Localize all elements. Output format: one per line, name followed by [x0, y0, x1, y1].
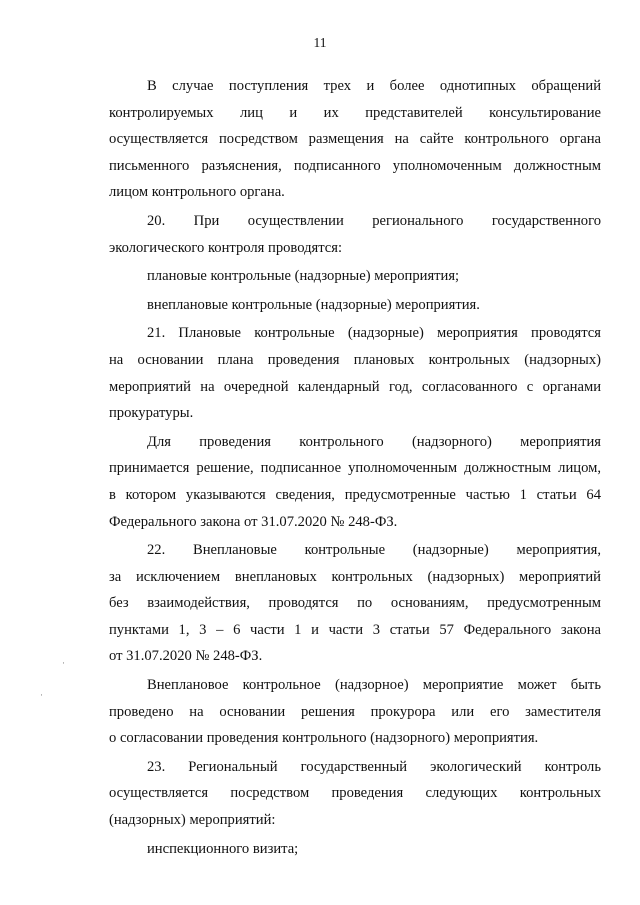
- text-line: Для проведения контрольного (надзорного) мероприятия: [147, 433, 601, 450]
- text-line: Внеплановое контрольное (надзорное) мероприятие может быть: [147, 677, 601, 694]
- text-line: 22. Внеплановые контрольные (надзорные) мероприятия,: [147, 542, 601, 559]
- paragraph: [109, 292, 601, 319]
- paragraph: [109, 208, 601, 261]
- text-line: 23. Региональный государственный экологический контроль: [147, 758, 601, 775]
- text-line: в котором указываются сведения, предусмотренные частью 1 статьи 64: [109, 486, 601, 503]
- document-body: [109, 73, 601, 862]
- text-line: прокуратуры.: [109, 405, 194, 422]
- text-line: 21. Плановые контрольные (надзорные) мероприятия проводятся: [147, 325, 601, 342]
- text-line: внеплановые контрольные (надзорные) мероприятия.: [147, 296, 480, 313]
- text-line: за исключением внеплановых контрольных (надзорных) мероприятий: [109, 568, 601, 585]
- text-line: экологического контроля проводятся:: [109, 239, 343, 256]
- text-line: 20. При осуществлении регионального государственного: [147, 212, 601, 229]
- text-line: В случае поступления трех и более однотипных обращений: [147, 78, 601, 94]
- text-line: плановые контрольные (надзорные) мероприятия;: [147, 268, 460, 285]
- text-line: осуществляется посредством размещения на сайте контрольного органа: [109, 131, 601, 148]
- paragraph: [109, 672, 601, 752]
- text-line: от 31.07.2020 № 248-ФЗ.: [109, 648, 263, 665]
- scan-speck: ·: [40, 690, 43, 700]
- text-line: на основании плана проведения плановых контрольных (надзорных): [109, 351, 601, 368]
- paragraph: [109, 320, 601, 426]
- paragraph: [109, 429, 601, 535]
- text-line: Федерального закона от 31.07.2020 № 248-ФЗ.: [109, 513, 398, 530]
- scan-speck: ·: [62, 658, 65, 668]
- text-line: лицом контрольного органа.: [109, 184, 285, 201]
- text-line: письменного разъяснения, подписанного уполномоченным должностным: [109, 157, 601, 174]
- text-line: пунктами 1, 3 – 6 части 1 и части 3 статьи 57 Федерального закона: [109, 621, 601, 638]
- text-line: принимается решение, подписанное уполномоченным должностным лицом,: [109, 460, 601, 477]
- text-line: осуществляется посредством проведения следующих контрольных: [109, 785, 601, 802]
- text-line: (надзорных) мероприятий:: [109, 812, 276, 829]
- paragraph: [109, 537, 601, 670]
- text-line: без взаимодействия, проводятся по основаниям, предусмотренным: [109, 595, 601, 612]
- paragraph: [109, 754, 601, 834]
- text-line: инспекционного визита;: [147, 840, 299, 857]
- paragraph: [109, 73, 601, 206]
- text-line: проведено на основании решения прокурора или его заместителя: [109, 703, 601, 720]
- text-line: мероприятий на очередной календарный год, согласованного с органами: [109, 378, 601, 395]
- page-number: 11: [313, 35, 327, 50]
- text-line: о согласовании проведения контрольного (надзорного) мероприятия.: [109, 730, 539, 747]
- paragraph: [109, 836, 601, 863]
- text-line: контролируемых лиц и их представителей консультирование: [109, 104, 601, 121]
- paragraph: [109, 263, 601, 290]
